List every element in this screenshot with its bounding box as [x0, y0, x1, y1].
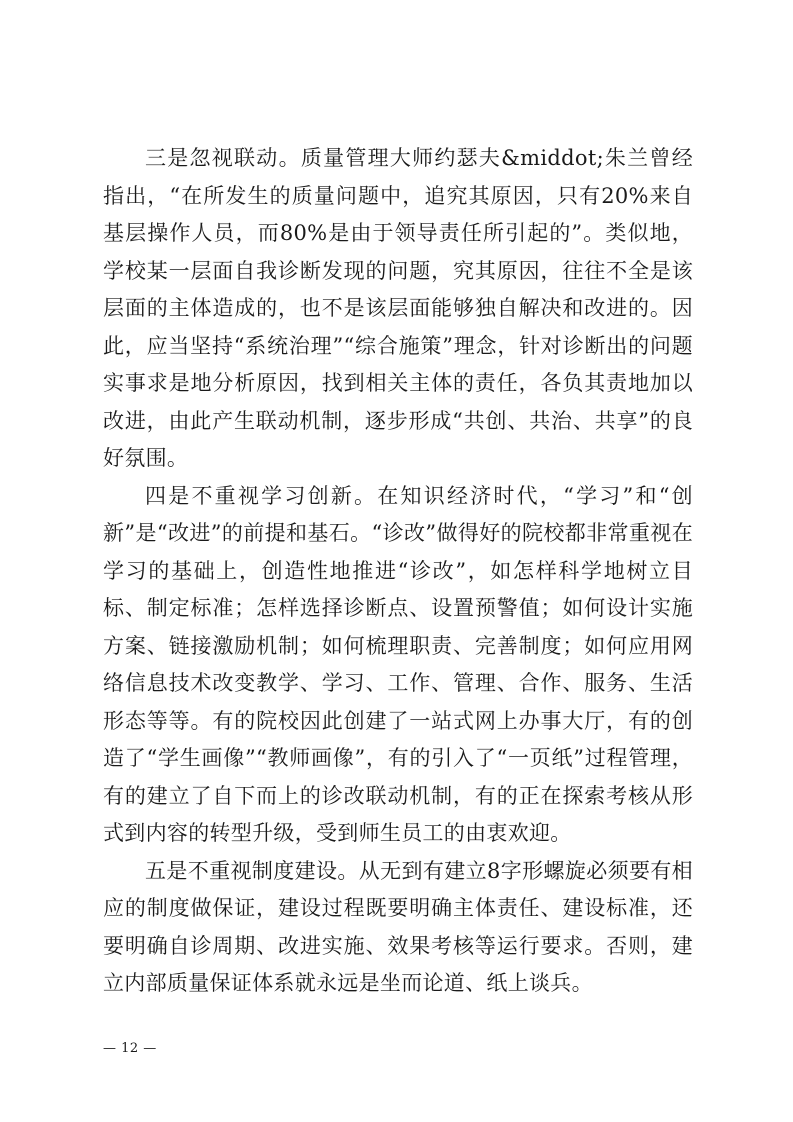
- paragraph-linkage: 三是忽视联动。质量管理大师约瑟夫&middot;朱兰曾经指出，“在所发生的质量问题中，追究其原因，只有20%来自基层操作人员，而80%是由于领导责任所引起的”。类似地，学校某一层面自我诊断发现的问题，究其原因，往往不全是该层面的主体造成的，也不是该层面能够独自解决和改进的。因此，应当坚持“系统治理”“综合施策”理念，针对诊断出的问题实事求是地分析原因，找到相关主体的责任，各负其责地加以改进，由此产生联动机制，逐步形成“共创、共治、共享”的良好氛围。: [103, 146, 693, 470]
- paragraph-system-building: 五是不重视制度建设。从无到有建立8字形螺旋必须要有相应的制度做保证，建设过程既要明确主体责任、建设标准，还要明确自诊周期、改进实施、效果考核等运行要求。否则，建立内部质量保证体系就永远是坐而论道、纸上谈兵。: [103, 858, 693, 995]
- paragraph-learning-innovation: 四是不重视学习创新。在知识经济时代，“学习”和“创新”是“改进”的前提和基石。“诊改”做得好的院校都非常重视在学习的基础上，创造性地推进“诊改”，如怎样科学地树立目标、制定标准；怎样选择诊断点、设置预警值；如何设计实施方案、链接激励机制；如何梳理职责、完善制度；如何应用网络信息技术改变教学、学习、工作、管理、合作、服务、生活形态等等。有的院校因此创建了一站式网上办事大厅，有的创造了“学生画像”“教师画像”，有的引入了“一页纸”过程管理，有的建立了自下而上的诊改联动机制，有的正在探索考核从形式到内容的转型升级，受到师生员工的由衷欢迎。: [103, 483, 693, 845]
- body-text: [103, 140, 693, 1003]
- page-number: — 12 —: [103, 1041, 157, 1056]
